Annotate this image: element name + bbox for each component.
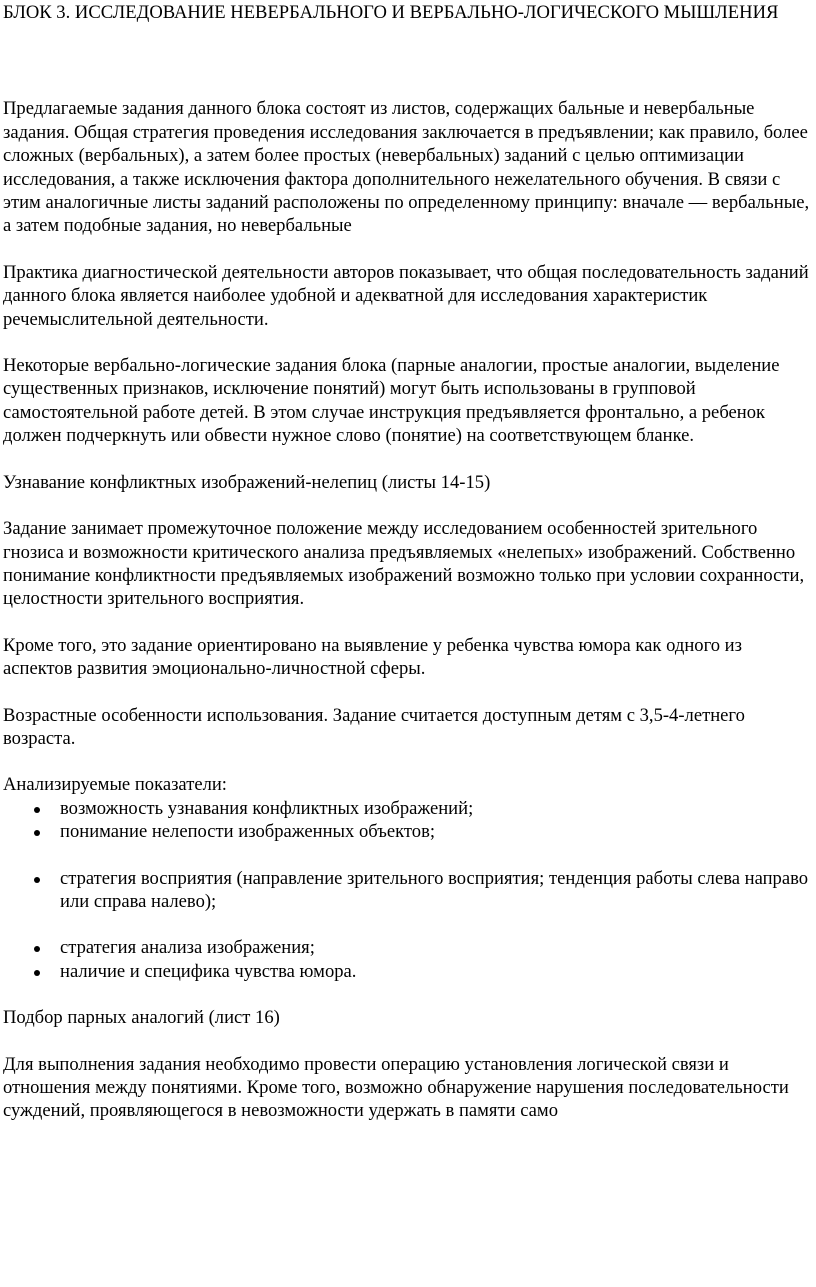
- indicators-list: [3, 797, 815, 983]
- list-item: стратегия анализа изображения;: [3, 936, 815, 959]
- section-title-conflict-images: Узнавание конфликтных изображений-нелепиц (листы 14-15): [3, 471, 491, 493]
- paragraph-group-work: Некоторые вербально-логические задания блока (парные аналогии, простые аналогии, выделение существенных признаков, исключение понятий) могут быть использованы в групповой самостоятельной работе детей. В этом случае инструкция предъявляется фронтально, а ребенок должен подчеркнуть или обвести нужное слово (понятие) на соответствующем бланке.: [3, 355, 780, 447]
- paragraph-indicators-label: Анализируемые показатели:: [3, 774, 227, 796]
- document-page: [3, 0, 815, 1123]
- list-item: возможность узнавания конфликтных изображений;: [3, 797, 815, 820]
- list-item: понимание нелепости изображенных объектов;: [3, 820, 815, 843]
- list-item: стратегия восприятия (направление зрительного восприятия; тенденция работы слева направо или справа налево);: [3, 867, 815, 914]
- paragraph-intro: Предлагаемые задания данного блока состоят из листов, содержащих бальные и невербальные задания. Общая стратегия проведения исследования заключается в предъявлении; как правило, более сложных (вербальных), а затем более простых (невербальных) заданий с целью оптимизации исследования, а также исключения фактора дополнительного нежелательного обучения. В связи с этим аналогичные листы заданий расположены по определенному принципу: вначале — вербальные, а затем подобные задания, но невербальные: [3, 98, 810, 237]
- paragraph-humor: Кроме того, это задание ориентировано на выявление у ребенка чувства юмора как одного из аспектов развития эмоционально-личностной сферы.: [3, 634, 742, 680]
- paragraph-practice: Практика диагностической деятельности авторов показывает, что общая последовательность заданий данного блока является наиболее удобной и адекватной для исследования характеристик речемыслительной деятельности.: [3, 261, 809, 330]
- section-title-pair-analogies: Подбор парных аналогий (лист 16): [3, 1007, 280, 1029]
- paragraph-task-position: Задание занимает промежуточное положение между исследованием особенностей зрительного гнозиса и возможности критического анализа предъявляемых «нелепых» изображений. Собственно понимание конфликтности предъявляемых изображений возможно только при условии сохранности, целостности зрительного восприятия.: [3, 518, 805, 610]
- list-item: наличие и специфика чувства юмора.: [3, 960, 815, 983]
- paragraph-age: Возрастные особенности использования. Задание считается доступным детям с 3,5-4-летнего возраста.: [3, 704, 745, 749]
- block-heading: БЛОК 3. ИССЛЕДОВАНИЕ НЕВЕРБАЛЬНОГО И ВЕРБАЛЬНО-ЛОГИЧЕСКОГО МЫШЛЕНИЯ: [3, 2, 779, 23]
- paragraph-pair-analogies: Для выполнения задания необходимо провести операцию установления логической связи и отношения между понятиями. Кроме того, возможно обнаружение нарушения последовательности суждений, проявляющегося в невозможности удержать в памяти само: [3, 1053, 789, 1122]
